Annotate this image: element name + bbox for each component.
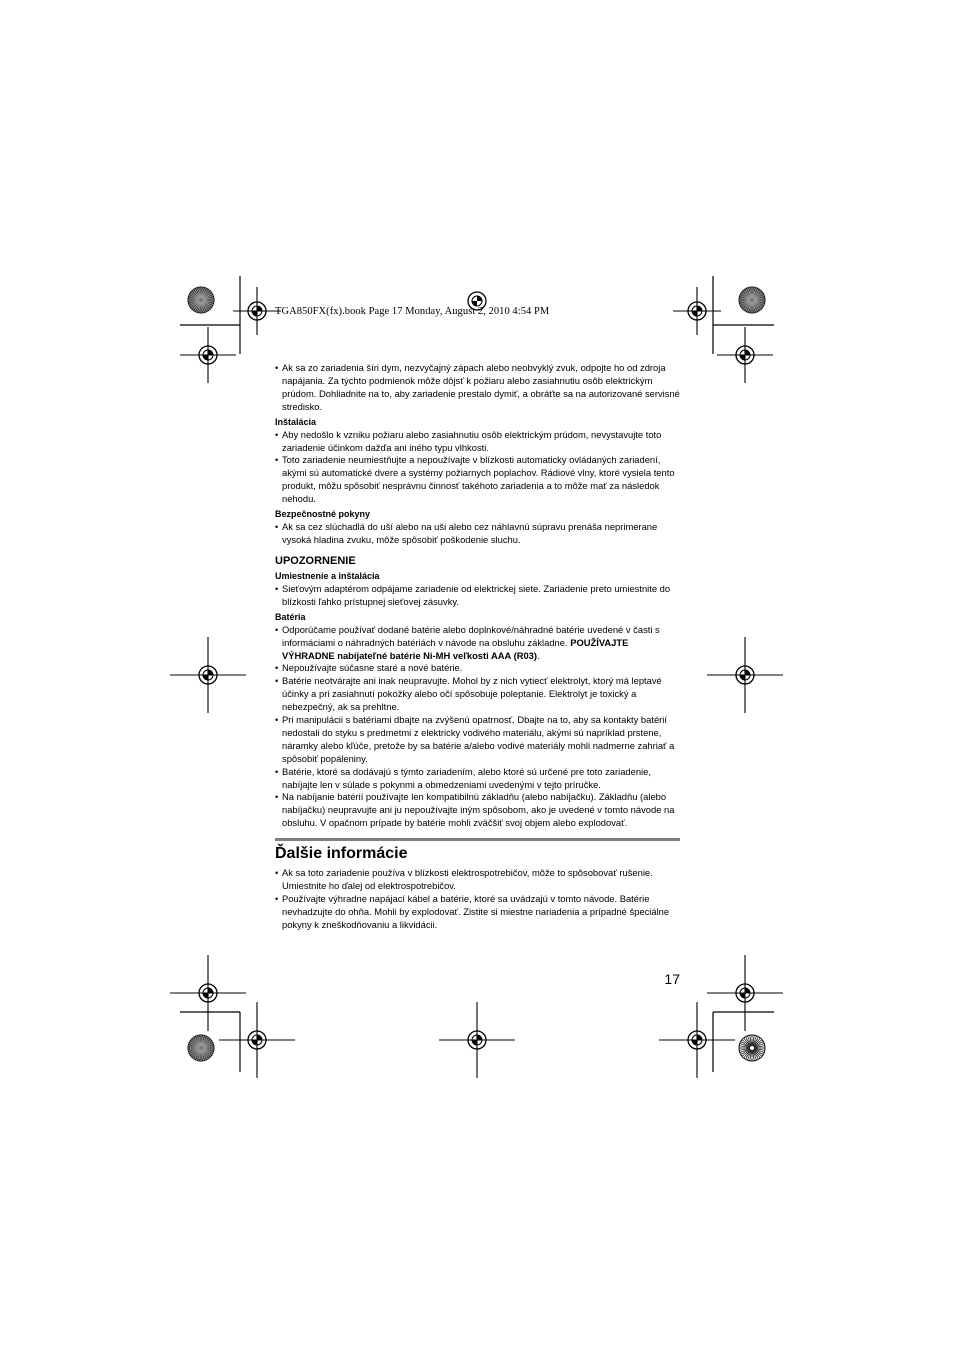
bullet-text: [282, 624, 660, 661]
bullet-dot: •: [275, 454, 279, 466]
list-item: [275, 675, 680, 714]
registration-mark: [170, 955, 246, 1031]
file-info-header: TGA850FX(fx).book Page 17 Monday, August 2, 2010 4:54 PM: [275, 306, 550, 317]
star-target-mark: [739, 287, 765, 313]
list-item: [275, 362, 680, 414]
list-item: [275, 791, 680, 830]
bullet-dot: •: [275, 893, 279, 904]
bullet-text: Na nabíjanie batérií používajte len kompatibilnú základňu (alebo nabíjačku). Základňu (alebo nabíjačku) neupravujte ani ju nepoužívajte iným spôsobom, ako je uvedené v tomto návode na obsluhu. V opačnom prípade by batérie mohli zväčšiť svoj objem alebo explodovať.: [282, 791, 675, 829]
registration-mark: [707, 637, 783, 713]
bullet-dot: •: [275, 582, 279, 594]
section-title: Ďalšie informácie: [275, 845, 408, 863]
list-item: [275, 454, 680, 506]
bullet-dot: •: [275, 521, 279, 533]
page-content: [275, 362, 680, 932]
registration-mark: [180, 327, 236, 383]
placement-heading: Umiestnenie a inštalácia: [275, 570, 380, 581]
star-target-mark: [739, 1035, 765, 1061]
registration-mark: [673, 287, 721, 335]
bullet-text: Pri manipulácii s batériami dbajte na zvýšenú opatrnosť. Dbajte na to, aby sa kontakty batérií nedostali do styku s predmetmi z elektricky vodivého materiálu, akými sú napríklad prstene, náramky alebo kľúče, pretože by sa batérie a/alebo vodivé materiály mohli nadmerne zahriať a spôsobiť popáleniny.: [282, 714, 675, 764]
bullet-dot: •: [275, 675, 279, 687]
list-item: [275, 429, 680, 455]
registration-mark: [170, 637, 246, 713]
bullet-dot: •: [275, 662, 279, 674]
bullet-dot: •: [275, 867, 279, 879]
list-item: [275, 662, 680, 675]
bullet-text: Sieťovým adaptérom odpájame zariadenie od elektrickej siete. Zariadenie preto umiestnite do blízkosti ľahko prístupnej sieťovej zásuvky.: [282, 582, 671, 607]
bullet-text: Batérie, ktoré sa dodávajú s týmto zariadením, alebo ktoré sú určené pre toto zariadenie, nabíjajte len v súlade s pokynmi a obmedzeniami uvedenými v tejto príručke.: [282, 765, 651, 790]
registration-mark: [707, 955, 783, 1031]
bullet-dot: •: [275, 428, 279, 440]
list-item: [275, 766, 680, 792]
bullet-dot: •: [275, 765, 279, 777]
bullet-text: Nepoužívajte súčasne staré a nové batérie.: [282, 662, 463, 674]
list-item: [275, 521, 680, 547]
registration-mark: [717, 327, 773, 383]
bullet-text: Ak sa zo zariadenia šíri dym, nezvyčajný zápach alebo neobvyklý zvuk, odpojte ho od zdroja napájania. Za týchto podmienok môže dôjsť k požiaru alebo zasiahnutiu osôb elektrickým prúdom. Dohliadnite na to, aby zariadenie prestalo dymiť, a obráťte sa na autorizované servisné stredisko.: [282, 362, 680, 412]
bullet-text: Toto zariadenie neumiestňujte a nepoužívajte v blízkosti automaticky ovládaných zariadení, akými sú automatické dvere a systémy požiarnych poplachov. Rádiové vlny, ktoré vysiela tento produkt, môžu spôsobiť nesprávnu činnosť takéhoto zariadenia a to môže mať za následok nehodu.: [282, 454, 675, 505]
safety-heading: Bezpečnostné pokyny: [275, 509, 371, 520]
list-item: [275, 714, 680, 766]
bullet-text-bold: POUŽÍVAJTE VÝHRADNE nabíjateľné batérie Ni-MH veľkosti AAA (R03): [282, 636, 629, 661]
page-number: 17: [664, 971, 680, 987]
bullet-text-tail: .: [537, 649, 540, 661]
list-item: [275, 893, 680, 932]
star-target-mark: [188, 1035, 214, 1061]
bullet-text-normal: Odporúčame používať dodané batérie alebo doplnkové/náhradné batérie uvedené v časti s informáciami o náhradných batériách v návode na obsluhu základne.: [282, 623, 660, 648]
bullet-text: Používajte výhradne napájací kábel a batérie, ktoré sa uvádzajú v tomto návode. Batérie nevhadzujte do ohňa. Mohli by explodovať. Zistite si miestne nariadenia a prípadné špeciálne pokyny k zneškodňovaniu a likvidácii.: [282, 893, 670, 930]
bullet-text: Batérie neotvárajte ani inak neupravujte. Mohol by z nich vytiecť elektrolyt, ktorý má leptavé účinky a pri zasiahnutí pokožky alebo očí spôsobuje poleptanie. Elektrolyt je toxický a nebezpečný, ak sa prehltne.: [282, 675, 662, 713]
bullet-text: Ak sa cez slúchadlá do uší alebo na uši alebo cez náhlavnú súpravu prenáša neprimerane vysoká hladina zvuku, môže spôsobiť poškodenie sluchu.: [282, 521, 658, 545]
star-target-mark: [188, 287, 214, 313]
bullet-dot: •: [275, 623, 279, 635]
bullet-text: Ak sa toto zariadenie používa v blízkosti elektrospotrebičov, môže to spôsobovať rušenie. Umiestnite ho ďalej od elektrospotrebičov.: [282, 867, 653, 892]
bullet-dot: •: [275, 362, 279, 373]
registration-mark: [439, 1002, 515, 1078]
registration-mark: [659, 1002, 735, 1078]
battery-heading: Batéria: [275, 611, 306, 622]
registration-mark: [219, 1002, 295, 1078]
list-item: [275, 583, 680, 609]
bullet-dot: •: [275, 791, 279, 803]
list-item: [275, 624, 680, 663]
section-divider: [275, 838, 680, 841]
caution-heading: UPOZORNENIE: [275, 554, 356, 567]
installation-heading: Inštalácia: [275, 416, 317, 427]
bullet-dot: •: [275, 714, 279, 726]
list-item: [275, 867, 680, 893]
bullet-text: Aby nedošlo k vzniku požiaru alebo zasiahnutiu osôb elektrickým prúdom, nevystavujte toto zariadenie účinkom dažďa ani iného typu vlhkosti.: [282, 428, 662, 453]
